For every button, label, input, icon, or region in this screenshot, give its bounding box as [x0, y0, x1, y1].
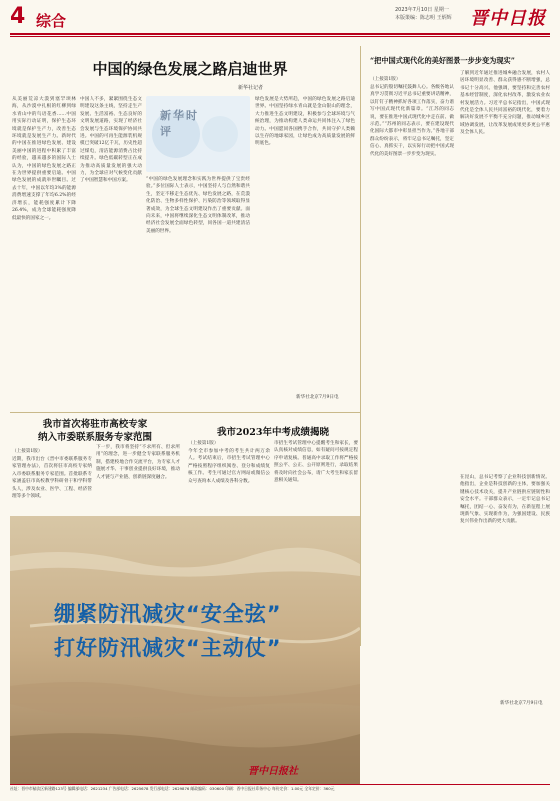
main-article-col2: 中国人不多，紧紧围绕生态文明建设这条主线，坚持走生产发展、生活富裕、生态良好的文明发展道路，实现了经济社会发展与生态环境保护协同共进。中国的可再生能源装机规模已突破12亿千瓦，历史性超过煤电，清洁能源消费占比持续提升。绿色低碳转型正在成为推动高质量发展的强大动力，为全球应对气候变化贡献了中国智慧和中国方案。: [80, 97, 142, 184]
left-bottom-col1: 近期，我市出台《晋中市委联系服务专家管理办法》，首次将驻市高校专家纳入市委联系服务专家范围。首批联系专家涵盖驻市高校教学科研骨干和学科带头人，涉及农业、医学、工程、经济管理等多个领域。: [12, 457, 92, 500]
main-article-byline: 新华社记者: [238, 85, 264, 91]
section-name: 综合: [36, 12, 67, 30]
main-article-col3: “中国的绿色发展理念和实践为世界提供了宝贵经验。”多位国际人士表示，中国坚持人与自然和谐共生，坚定不移走生态优先、绿色发展之路，在荒漠化防治、生物多样性保护、污染防治等领域取得显著成效，为全球生态文明建设作出了重要贡献。面向未来，中国将继续深化生态文明体制改革，推动经济社会发展全面绿色转型，同各国一道共建清洁美丽的世界。: [146, 177, 250, 234]
header-rule: [10, 33, 550, 35]
section-divider: [10, 412, 360, 413]
left-bottom-title: [10, 418, 180, 444]
left-bottom-intro: （上接第1版）: [12, 449, 43, 454]
flood-prevention-banner: [10, 516, 360, 784]
right-article-intro: （上接第1版）: [370, 77, 401, 82]
left-bottom-col2: 下一步，我市将坚持“不求所有、但求所用”的理念，进一步健全专家联系服务机制，搭建校地合作交流平台，为专家人才施展才华、干事创业提供良好环境，推动人才链与产业链、创新链深度融合。: [96, 445, 180, 480]
page-number: 4: [10, 4, 26, 29]
banner-slogan-line2: 打好防汛减灾“主动仗”: [54, 636, 282, 660]
header-meta: [395, 6, 452, 22]
main-article-title: 中国的绿色发展之路启迪世界: [92, 60, 288, 78]
page-header: [0, 0, 560, 34]
main-article-col4: 绿色发展是大势所趋，中国的绿色发展之路启迪世界。中国坚持绿水青山就是金山银山的理念，大力推进生态文明建设，积极参与全球环境与气候治理，为推动构建人类命运共同体注入了绿色动力。中国愿同各国携手合作，共同守护人类赖以生存的地球家园，让绿色成为高质量发展的鲜明底色。: [255, 97, 355, 147]
main-article-dateline: 新华社北京7月9日电: [296, 395, 339, 400]
badge-label: 新华时评: [160, 109, 199, 138]
header-editors: 本版策编：陈志明 王炳辉: [395, 15, 452, 21]
footer-info: 社址：晋中市榆次区新建路123号 编辑部电话：2621234 广告部电话：2625678 发行部电话：2629876 邮政编码：030600 印刷：晋中日报社印务中心 每份定价：1.00元 全年定价：360元: [10, 786, 335, 791]
header-rule-thin: [10, 36, 550, 37]
right-article-dateline: 新华社北京7月9日电: [500, 701, 543, 706]
right-article-col3: 在昆山，总书记考察了企业科技创新情况。他指出，企业是科技创新的主体，要加强关键核心技术攻关，提升产业链供应链韧性和安全水平。干部群众表示，一定牢记总书记嘱托，团结一心、奋发有为，在新征程上展现新气象、实现新作为，为强国建设、民族复兴伟业作出新的更大贡献。: [460, 475, 550, 525]
masthead-logo: 晋中日报: [470, 8, 546, 29]
banner-newspaper-logo: 晋中日报社: [248, 766, 298, 777]
right-article-col2: 了解到近年通过推进城乡融合发展，农村人居环境明显改善、群众获得感不断增强，总书记十分高兴。他强调，要坚持和完善农村基本经营制度，深化农村改革，激发农业农村发展活力。习近平总书记指出，中国式现代化是全体人民共同富裕的现代化，要着力解决好发展不平衡不充分问题，推动城乡区域协调发展，让改革发展成果更多更公平惠及全体人民。: [460, 71, 550, 136]
mid-bottom-title: 我市2023年中考成绩揭晓: [217, 427, 329, 438]
left-bottom-title-line1: 我市首次将驻市高校专家: [42, 419, 148, 430]
header-date: 2023年7月10日 星期一: [395, 7, 449, 13]
mid-bottom-col2: 市招生考试管理中心提醒考生和家长，要认真核对成绩信息，如有疑问可按规定程序申请复核。普通高中录取工作将严格按照公平、公正、公开原则进行，录取结果将及时向社会公布，请广大考生和家长留意相关通知。: [274, 441, 358, 484]
banner-slogan-line1: 绷紧防汛减灾“安全弦”: [54, 602, 282, 626]
right-article-col1: 总书记的殷切嘱托鼓舞人心。各级各地认真学习贯彻习近平总书记重要讲话精神，以钉钉子精神抓好各项工作落实，奋力谱写中国式现代化新篇章。“江苏的同志说，要在推进中国式现代化中走在前、做示范。”“苏州的同志表示，要在建设现代化国际大都市中彰显担当作为。”各地干部群众纷纷表示，将牢记总书记嘱托，坚定信心、真抓实干，以实际行动把中国式现代化的美好图景一步步变为现实。: [370, 85, 454, 157]
footer-rule: [10, 784, 550, 785]
right-article-title: “把中国式现代化的美好图景一步步变为现实”: [370, 56, 515, 65]
column-divider: [360, 46, 361, 646]
mid-bottom-col1: 今年全市参加中考的考生共计两万余人。考试结束后，市招生考试管理中心严格按照程序组织阅卷、登分和成绩复核工作。考生可通过官方网站或微信公众号查询本人成绩及各科分数。: [188, 449, 270, 484]
left-bottom-title-line2: 纳入市委联系服务专家范围: [37, 432, 152, 443]
mid-bottom-intro: （上接第1版）: [188, 441, 219, 446]
main-article-col1: 从美丽荒凉大漠到塞罕坝林海，从沙漠中扎根的红柳到绿水青山中的鸟语花香……中国用实际行动证明，保护生态环境就是保护生产力，改善生态环境就是发展生产力。新时代的中国在推进绿色发展、建设美丽中国的进程中积累了丰富的经验，越来越多的国际人士认为，中国的绿色发展之路正在为世界提供重要启迪。中国绿色发展的成就举世瞩目。过去十年，中国以年均3%的能源消费增速支撑了年均6.2%的经济增长，能耗强度累计下降26.4%，成为全球能耗强度降低最快的国家之一。: [12, 97, 76, 221]
